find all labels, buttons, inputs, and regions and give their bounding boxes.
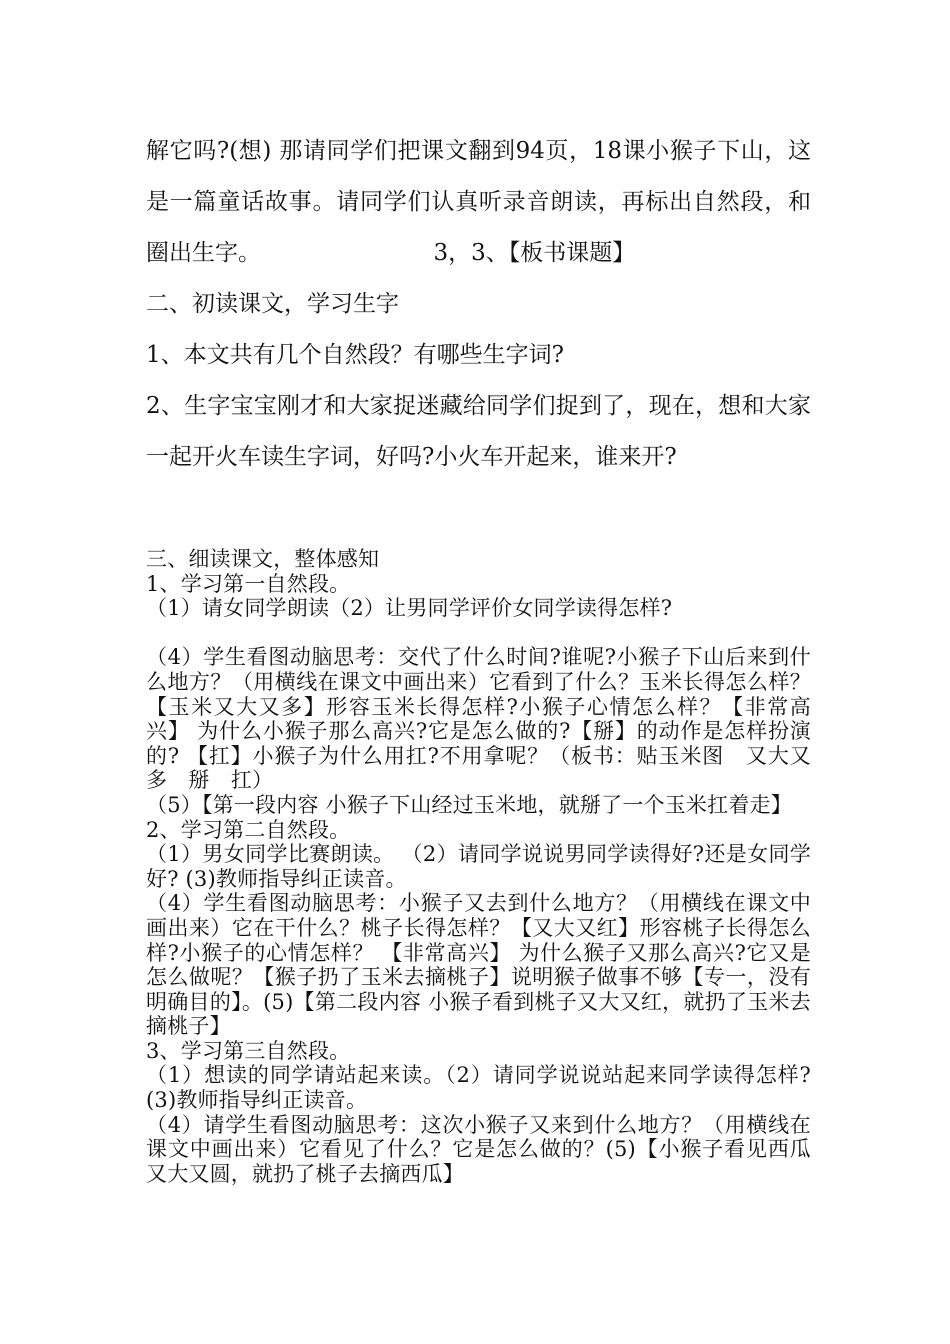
paragraph-two-steps-1-3: （1）男女同学比赛朗读。 （2）请同学说说男同学读得好?还是女同学好? (3)教师指导纠正读音。	[146, 842, 811, 891]
subheading-paragraph-one: 1、学习第一自然段。	[146, 571, 351, 596]
heading-section-two: 二、初读课文，学习生字	[146, 291, 399, 317]
blank-line	[146, 621, 811, 646]
loose-text-block	[146, 126, 811, 483]
tight-text-block	[146, 547, 811, 1186]
step-4-thinking: （4）学生看图动脑思考：交代了什么时间?谁呢?小猴子下山后来到什么地方？（用横线在课文中画出来）它看到了什么？玉米长得怎么样？ 【玉米又大又多】形容玉米长得怎样?小猴子心情怎么样？【非常高兴】 为什么小猴子那么高兴?它是怎么做的?【掰】的动作是怎样扮演的? 【扛】小猴子为什么用扛?不用拿呢？（板书：贴玉米图 又大又多 掰 扛）	[146, 645, 811, 793]
paragraph-two-step-4: （4）学生看图动脑思考：小猴子又去到什么地方？（用横线在课文中画出来）它在干什么？桃子长得怎样？【又大又红】形容桃子长得怎么样?小猴子的心情怎样？ 【非常高兴】 为什么猴子又那么高兴?它又是怎么做呢？【猴子扔了玉米去摘桃子】说明猴子做事不够【专一，没有明确目的】。(5)【第二段内容 小猴子看到桃子又大又红，就扔了玉米去摘桃子】	[146, 891, 811, 1039]
step-5-summary: （5）【第一段内容 小猴子下山经过玉米地，就掰了一个玉米扛着走】	[146, 792, 792, 817]
heading-section-three: 三、细读课文，整体感知	[146, 547, 380, 571]
paragraph-intro: 解它吗?(想) 那请同学们把课文翻到94页，18课小猴子下山，这是一篇童话故事。请同学们认真听录音朗读，再标出自然段，和圈出生字。 3，3、【板书课题】	[146, 138, 811, 266]
paragraph-question-1: 1、本文共有几个自然段？有哪些生字词?	[146, 342, 564, 368]
subheading-paragraph-two: 2、学习第二自然段。	[146, 817, 351, 842]
step-1-reading: （1）请女同学朗读（2）让男同学评价女同学读得怎样?	[146, 596, 673, 621]
paragraph-question-2: 2、生字宝宝刚才和大家捉迷藏给同学们捉到了，现在，想和大家一起开火车读生字词，好吗?小火车开起来，谁来开?	[146, 393, 811, 470]
paragraph-three-steps-1-3: （1）想读的同学请站起来读。（2）请同学说说站起来同学读得怎样?(3)教师指导纠正读音。	[146, 1063, 811, 1113]
paragraph-three-step-4: （4）请学生看图动脑思考：这次小猴子又来到什么地方？（用横线在课文中画出来）它看见了什么？它是怎么做的？(5)【小猴子看见西瓜又大又圆，就扔了桃子去摘西瓜】	[146, 1112, 811, 1186]
subheading-paragraph-three: 3、学习第三自然段。	[146, 1038, 351, 1063]
